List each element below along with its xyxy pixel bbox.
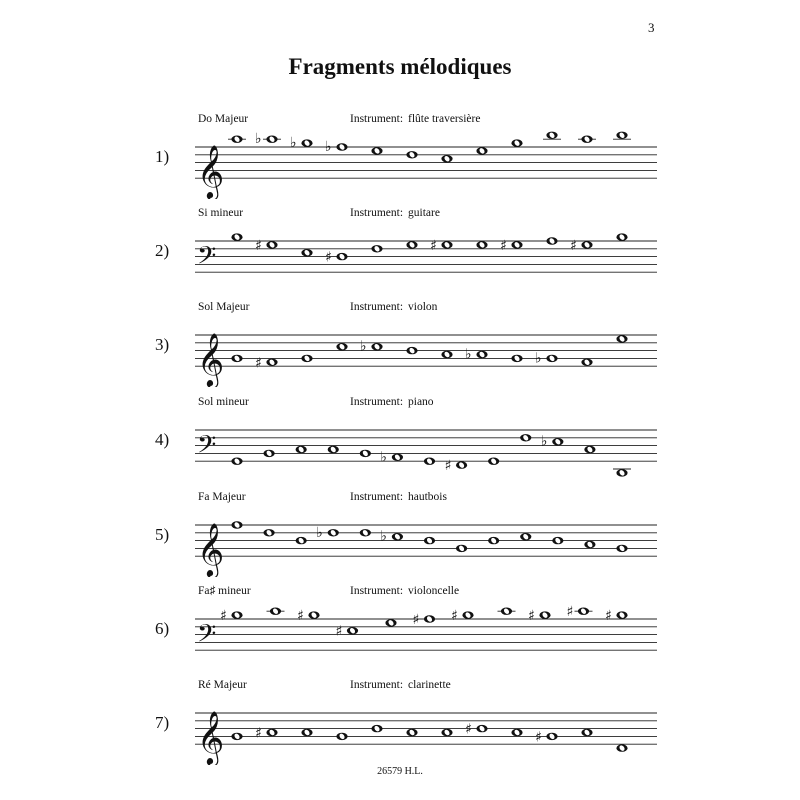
instrument-label: Instrument: [350, 207, 404, 219]
whole-note [616, 545, 627, 552]
whole-note [552, 438, 563, 445]
whole-note [231, 733, 242, 740]
exercise-7 [0, 679, 800, 769]
exercise-3 [0, 301, 800, 391]
whole-note [336, 343, 347, 350]
whole-note [441, 729, 452, 736]
bass-clef-icon: 𝄢 [197, 430, 217, 466]
sharp-icon: ♯ [535, 729, 542, 746]
flat-icon: ♭ [540, 433, 548, 450]
whole-note [392, 533, 403, 540]
key-label: Sol Majeur [198, 301, 250, 313]
exercise-1 [0, 113, 800, 203]
instrument-label: Instrument: [350, 301, 404, 313]
music-staff [195, 697, 657, 765]
page-title: Fragments mélodiques [288, 54, 512, 79]
flat-icon: ♭ [535, 350, 542, 367]
whole-note [301, 249, 312, 256]
whole-note [476, 351, 487, 358]
whole-note [616, 233, 627, 240]
exercise-number: 1) [155, 147, 170, 166]
whole-note [581, 135, 592, 142]
treble-clef-icon: 𝄞 [197, 332, 225, 387]
whole-note [546, 237, 557, 244]
key-label: Sol mineur [198, 396, 249, 408]
whole-note [301, 355, 312, 362]
exercise-number: 5) [155, 525, 170, 544]
whole-note [266, 241, 277, 248]
whole-note [263, 529, 274, 536]
bass-clef-icon: 𝄢 [197, 619, 217, 655]
instrument-name: violon [408, 301, 438, 313]
exercise-5 [0, 491, 800, 581]
whole-note [584, 446, 595, 453]
exercise-number: 2) [155, 241, 170, 260]
whole-note [520, 434, 531, 441]
whole-note [328, 446, 339, 453]
whole-note [296, 446, 307, 453]
whole-note [296, 537, 307, 544]
whole-note [511, 139, 522, 146]
whole-note [441, 155, 452, 162]
treble-clef-icon: 𝄞 [197, 710, 225, 765]
sharp-icon: ♯ [444, 458, 452, 475]
treble-clef-icon: 𝄞 [197, 522, 225, 577]
whole-note [546, 733, 557, 740]
instrument-label: Instrument: [350, 679, 404, 691]
whole-note [406, 347, 417, 354]
whole-note [476, 725, 487, 732]
sharp-icon: ♯ [605, 608, 612, 625]
whole-note [385, 619, 396, 626]
whole-note [424, 537, 435, 544]
music-staff [195, 509, 657, 577]
sharp-icon: ♯ [412, 612, 420, 628]
whole-note [266, 135, 277, 142]
whole-note [231, 135, 242, 142]
whole-note [488, 537, 499, 544]
music-staff [195, 603, 657, 671]
whole-note [328, 529, 339, 536]
whole-note [360, 450, 371, 457]
whole-note [231, 355, 242, 362]
sharp-icon: ♯ [255, 237, 262, 254]
flat-icon: ♭ [380, 449, 388, 466]
flat-icon: ♭ [316, 524, 323, 541]
whole-note [336, 733, 347, 740]
whole-note [476, 147, 487, 154]
music-staff [195, 414, 657, 482]
sharp-icon: ♯ [335, 623, 343, 640]
sharp-icon: ♯ [570, 237, 577, 254]
whole-note [424, 615, 435, 622]
sharp-icon: ♯ [528, 608, 535, 625]
whole-note [231, 521, 242, 528]
flat-icon: ♭ [255, 131, 262, 148]
instrument-name: guitare [408, 207, 440, 219]
instrument-label: Instrument: [350, 491, 404, 503]
whole-note [301, 139, 312, 146]
whole-note [456, 545, 467, 552]
exercise-number: 4) [155, 430, 170, 449]
treble-clef-icon: 𝄞 [197, 144, 225, 199]
whole-note [584, 541, 595, 548]
exercise-2 [0, 207, 800, 297]
whole-note [231, 611, 242, 618]
sharp-icon: ♯ [566, 604, 574, 621]
whole-note [546, 355, 557, 362]
whole-note [308, 611, 319, 618]
whole-note [462, 611, 473, 618]
key-label: Si mineur [198, 207, 244, 219]
whole-note [263, 450, 274, 457]
whole-note [406, 151, 417, 158]
whole-note [441, 241, 452, 248]
whole-note [301, 729, 312, 736]
bass-clef-icon: 𝄢 [197, 241, 217, 277]
whole-note [581, 241, 592, 248]
whole-note [371, 147, 382, 154]
exercise-number: 6) [155, 619, 170, 638]
instrument-name: clarinette [408, 679, 451, 691]
whole-note [511, 729, 522, 736]
whole-note [360, 529, 371, 536]
key-label: Ré Majeur [198, 679, 247, 691]
instrument-label: Instrument: [350, 585, 404, 597]
instrument-label: Instrument: [350, 396, 404, 408]
whole-note [520, 533, 531, 540]
whole-note [616, 132, 627, 139]
whole-note [581, 359, 592, 366]
whole-note [501, 607, 512, 614]
whole-note [616, 469, 627, 476]
music-staff [195, 225, 657, 293]
instrument-name: flûte traversière [408, 113, 481, 125]
whole-note [371, 725, 382, 732]
flat-icon: ♭ [465, 346, 472, 363]
whole-note [424, 457, 435, 464]
sharp-icon: ♯ [255, 355, 262, 372]
exercise-6 [0, 585, 800, 675]
whole-note [392, 454, 403, 461]
instrument-name: hautbois [408, 491, 447, 503]
whole-note [371, 343, 382, 350]
sharp-icon: ♯ [500, 237, 507, 254]
whole-note [347, 627, 358, 634]
whole-note [231, 233, 242, 240]
whole-note [488, 457, 499, 464]
sharp-icon: ♯ [325, 249, 332, 266]
whole-note [511, 355, 522, 362]
whole-note [406, 241, 417, 248]
whole-note [616, 611, 627, 618]
whole-note [552, 537, 563, 544]
whole-note [266, 729, 277, 736]
flat-icon: ♭ [360, 338, 367, 355]
key-label: Fa Majeur [198, 491, 246, 503]
whole-note [546, 132, 557, 139]
whole-note [539, 611, 550, 618]
whole-note [371, 245, 382, 252]
whole-note [406, 729, 417, 736]
footer-code: 26579 H.L. [377, 766, 423, 777]
music-staff [195, 131, 657, 199]
flat-icon: ♭ [325, 139, 332, 155]
sharp-icon: ♯ [451, 608, 458, 625]
whole-note [231, 457, 242, 464]
sharp-icon: ♯ [297, 608, 304, 625]
key-label: Fa♯ mineur [198, 585, 251, 597]
whole-note [581, 729, 592, 736]
whole-note [616, 744, 627, 751]
sharp-icon: ♯ [220, 608, 227, 625]
sharp-icon: ♯ [430, 237, 437, 254]
whole-note [336, 143, 347, 150]
music-staff [195, 319, 657, 387]
exercise-4 [0, 396, 800, 486]
sharp-icon: ♯ [465, 721, 472, 738]
whole-note [476, 241, 487, 248]
whole-note [270, 607, 281, 614]
exercise-number: 7) [155, 713, 170, 732]
instrument-name: piano [408, 396, 434, 408]
whole-note [441, 351, 452, 358]
exercise-number: 3) [155, 335, 170, 354]
whole-note [266, 359, 277, 366]
whole-note [511, 241, 522, 248]
whole-note [578, 607, 589, 614]
whole-note [456, 461, 467, 468]
whole-note [616, 335, 627, 342]
instrument-name: violoncelle [408, 585, 460, 597]
whole-note [336, 253, 347, 260]
flat-icon: ♭ [380, 528, 388, 545]
instrument-label: Instrument: [350, 113, 404, 125]
page-number: 3 [648, 20, 655, 35]
sharp-icon: ♯ [255, 725, 262, 742]
flat-icon: ♭ [290, 135, 297, 152]
key-label: Do Majeur [198, 113, 249, 125]
